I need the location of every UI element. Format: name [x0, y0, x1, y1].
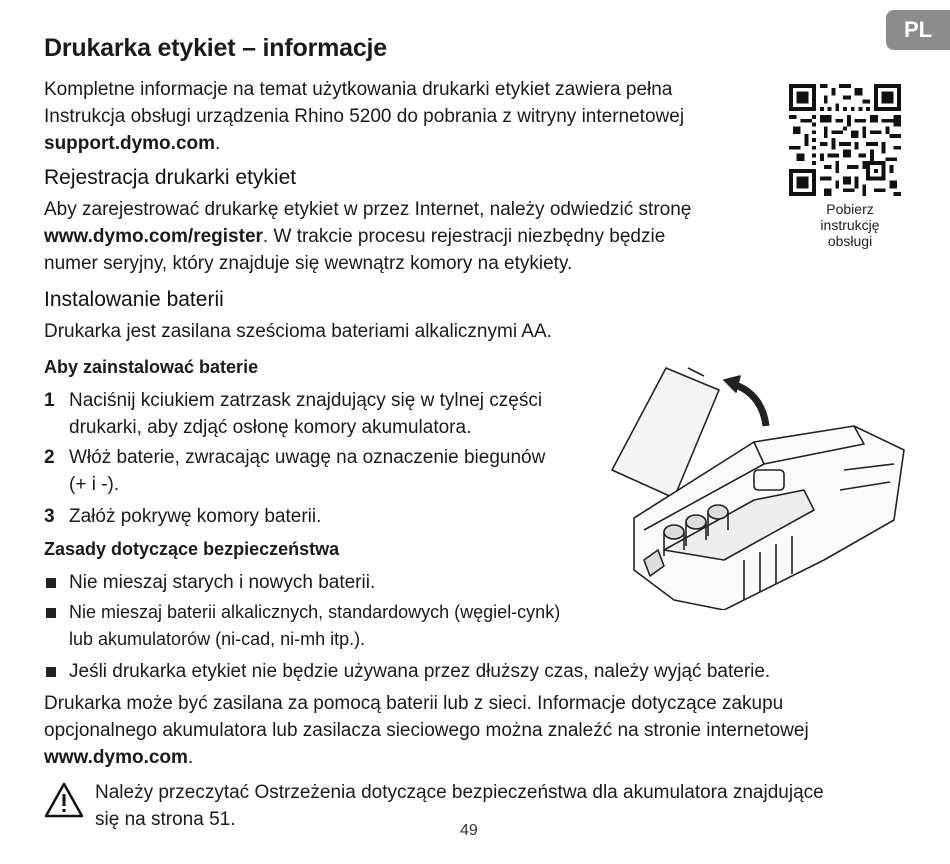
power-line-2: opcjonalnego akumulatora lub zasilacza sieciowego można znaleźć na stronie internetowej	[44, 720, 809, 741]
step-number: 2	[44, 447, 55, 468]
step-text: Włóż baterie, zwracając uwagę na oznaczenie biegunów	[69, 447, 546, 468]
bullet-text: Jeśli drukarka etykiet nie będzie używana przez dłuższy czas, należy wyjąć baterie.	[69, 661, 771, 682]
dymo-link[interactable]: www.dymo.com	[44, 747, 188, 768]
bullet-text: Nie mieszaj baterii alkalicznych, standardowych (węgiel-cynk)	[69, 602, 561, 622]
install-subheading: Aby zainstalować baterie	[44, 357, 259, 377]
step-number: 3	[44, 506, 55, 527]
step-text: drukarki, aby zdjąć osłonę komory akumulatora.	[69, 417, 472, 438]
registration-line-1: Aby zarejestrować drukarkę etykiet w przez Internet, należy odwiedzić stronę	[44, 199, 692, 220]
support-link[interactable]: support.dymo.com	[44, 133, 216, 154]
safety-bullet	[44, 599, 560, 653]
qr-caption-line: instrukcję	[820, 217, 880, 233]
power-period: .	[187, 747, 194, 768]
step-text: Załóż pokrywę komory baterii.	[69, 506, 322, 527]
registration-paragraph	[44, 196, 691, 277]
qr-caption	[800, 201, 900, 249]
safety-bullet	[44, 658, 770, 685]
qr-caption-line: Pobierz	[826, 201, 874, 217]
battery-intro: Drukarka jest zasilana sześcioma bateriami alkalicznymi AA.	[44, 321, 552, 342]
language-tab: PL	[886, 10, 950, 50]
power-line-1: Drukarka może być zasilana za pomocą baterii lub z sieci. Informacje dotyczące zakupu	[44, 693, 784, 714]
qr-caption-line: obsługi	[827, 233, 873, 249]
bullet-square-icon	[46, 667, 56, 677]
intro-period: .	[215, 133, 221, 154]
printer-battery-illustration	[604, 360, 910, 610]
battery-heading: Instalowanie baterii	[44, 288, 224, 311]
intro-line-1: Kompletne informacje na temat użytkowania drukarki etykiet zawiera pełna	[44, 79, 673, 100]
step-item	[44, 503, 604, 530]
qr-code	[789, 84, 901, 196]
page-title: Drukarka etykiet – informacje	[44, 34, 387, 62]
register-link[interactable]: www.dymo.com/register	[44, 226, 263, 247]
safety-subheading: Zasady dotyczące bezpieczeństwa	[44, 539, 340, 559]
safety-bullet	[44, 569, 375, 596]
warning-line-2: się na strona 51.	[95, 809, 236, 830]
step-item	[44, 444, 604, 498]
warning-line-1: Należy przeczytać Ostrzeżenia dotyczące bezpieczeństwa dla akumulatora znajdujące	[95, 782, 824, 803]
step-number: 1	[44, 390, 55, 411]
intro-paragraph	[44, 76, 684, 157]
warning-icon	[44, 782, 84, 818]
step-item	[44, 387, 604, 441]
page-number: 49	[460, 822, 478, 839]
registration-heading: Rejestracja drukarki etykiet	[44, 166, 297, 189]
registration-line-2: . W trakcie procesu rejestracji niezbędny będzie	[262, 226, 666, 247]
registration-line-3: numer seryjny, który znajduje się wewnątrz komory na etykiety.	[44, 253, 573, 274]
bullet-square-icon	[46, 608, 56, 618]
bullet-square-icon	[46, 578, 56, 588]
step-text: (+ i -).	[69, 474, 120, 495]
power-paragraph	[44, 690, 809, 771]
bullet-text: lub akumulatorów (ni-cad, ni-mh itp.).	[69, 629, 366, 649]
bullet-text: Nie mieszaj starych i nowych baterii.	[69, 572, 376, 593]
step-text: Naciśnij kciukiem zatrzask znajdujący się w tylnej części	[69, 390, 543, 411]
intro-line-2: Instrukcja obsługi urządzenia Rhino 5200 do pobrania z witryny internetowej	[44, 106, 685, 127]
